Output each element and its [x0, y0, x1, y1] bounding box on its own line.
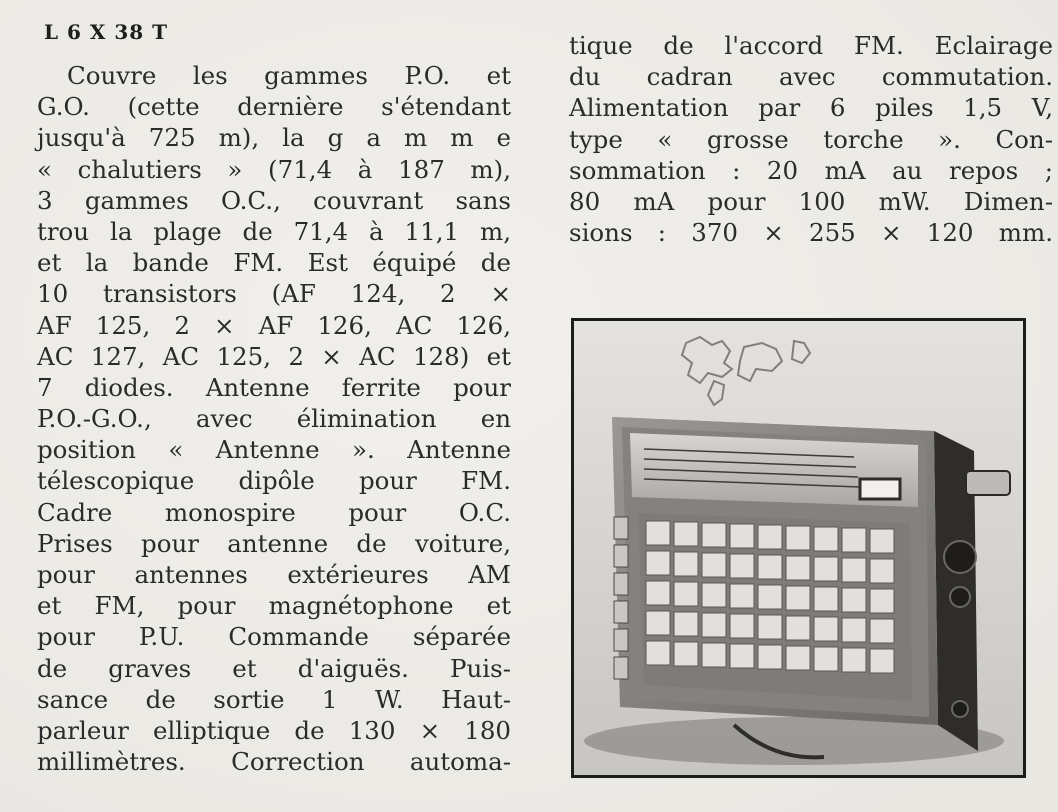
text-line: Alimentation par 6 piles 1,5 V, [569, 93, 1053, 123]
text-line: Prises pour antenne de voiture, [37, 528, 511, 558]
radio-photo [571, 318, 1026, 778]
text-line: G.O. (cette dernière s'étendant [37, 92, 511, 122]
text-line: 10 transistors (AF 124, 2 × [37, 279, 511, 309]
left-text-column [37, 60, 511, 777]
text-line: pour antennes extérieures AM [37, 560, 511, 589]
text-line: position « Antenne ». Antenne [37, 435, 511, 465]
text-line: 3 gammes O.C., couvrant sans [37, 185, 511, 215]
text-line: télescopique dipôle pour FM. [37, 466, 511, 496]
speaker-grille [638, 513, 912, 701]
text-line: sommation : 20 mA au repos ; [569, 155, 1053, 185]
text-line: Cadre monospire pour O.C. [37, 497, 511, 527]
text-line: du cadran avec commutation. [569, 62, 1053, 92]
right-text-column [569, 30, 1053, 248]
text-line: type « grosse torche ». Con- [569, 124, 1053, 154]
text-line: 7 diodes. Antenne ferrite pour [37, 372, 511, 402]
text-line: pour P.U. Commande séparée [37, 622, 511, 652]
text-line: et FM, pour magnétophone et [37, 591, 511, 621]
text-line: 80 mA pour 100 mW. Dimen- [569, 186, 1053, 216]
text-line: Couvre les gammes P.O. et [67, 61, 511, 90]
text-line: parleur elliptique de 130 × 180 [37, 715, 511, 745]
text-line: « chalutiers » (71,4 à 187 m), [37, 154, 511, 184]
text-line: sance de sortie 1 W. Haut- [37, 684, 511, 714]
text-line: jusqu'à 725 m), la g a m m e [37, 123, 511, 153]
text-line: de graves et d'aiguës. Puis- [37, 653, 511, 683]
tuning-dial [630, 433, 918, 507]
text-line: AF 125, 2 × AF 126, AC 126, [37, 310, 511, 340]
article-title: L 6 X 38 T [44, 20, 169, 44]
text-line: et la bande FM. Est équipé de [37, 248, 511, 278]
text-line: P.O.-G.O., avec élimination en [37, 404, 511, 434]
text-line: trou la plage de 71,4 à 11,1 m, [37, 216, 511, 246]
text-line: tique de l'accord FM. Eclairage [569, 31, 1053, 60]
text-line: sions : 370 × 255 × 120 mm. [569, 218, 1053, 248]
text-line: millimètres. Correction automa- [37, 747, 511, 777]
text-line: AC 127, AC 125, 2 × AC 128) et [37, 341, 511, 371]
